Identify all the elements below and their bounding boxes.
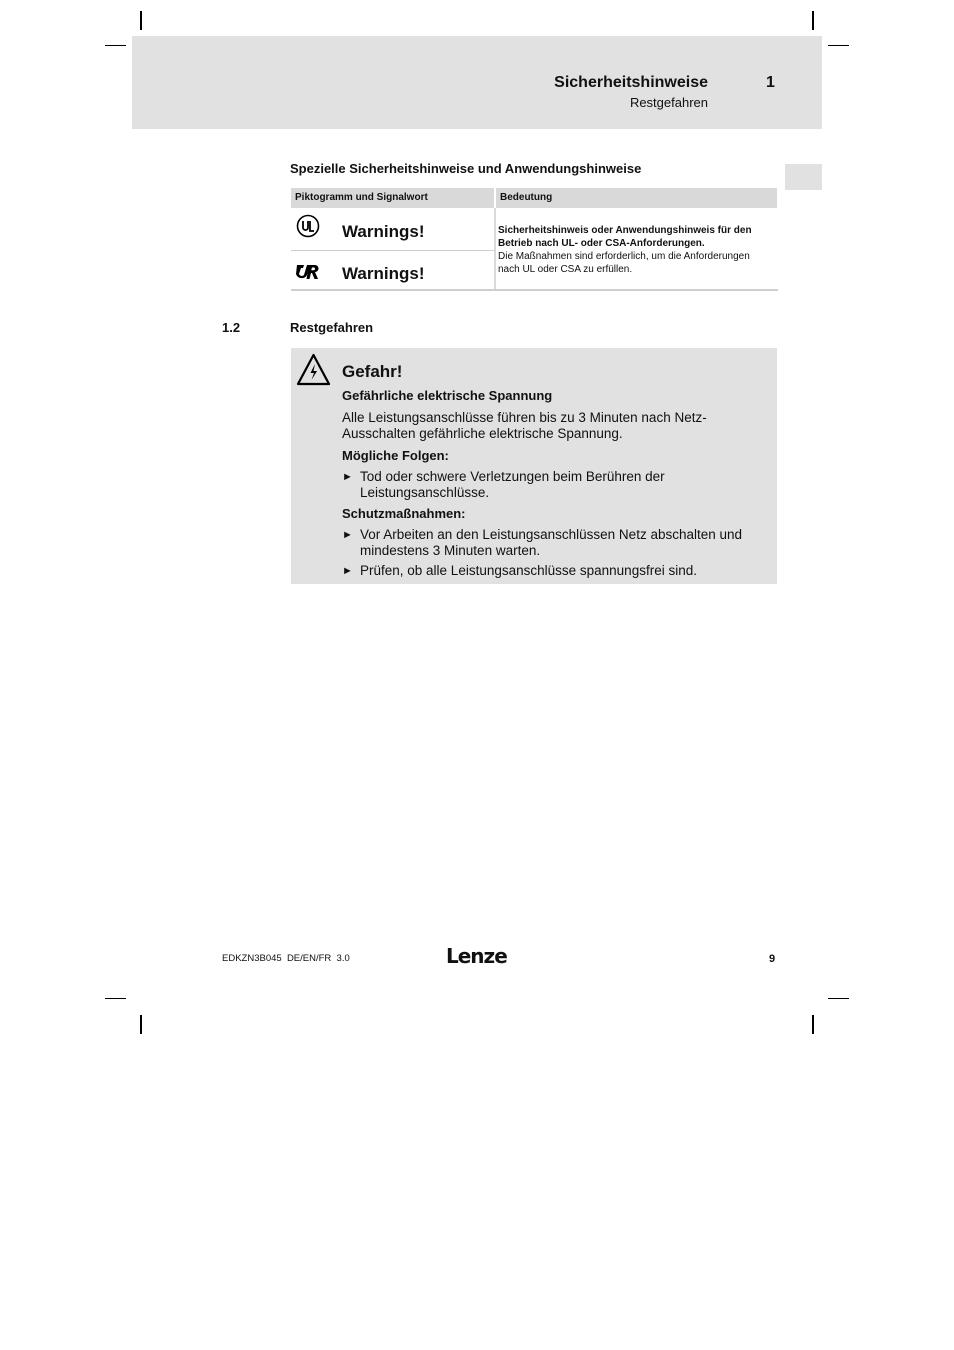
protection-text: Vor Arbeiten an den Leistungsanschlüssen Netz abschalten und mindestens 3 Minuten warten. [360,527,743,558]
table-header-meaning: Bedeutung [496,188,777,208]
high-voltage-warning-icon [296,353,331,386]
crop-mark [828,45,849,46]
chapter-number: 1 [766,74,775,91]
bullet-arrow-icon: ► [342,565,353,577]
document-id: EDKZN3B045 DE/EN/FR 3.0 [222,953,350,964]
protection-heading: Schutzmaßnahmen: [342,506,466,521]
chapter-title: Sicherheitshinweise [554,74,708,91]
table-bottom-rule [291,289,778,291]
protection-text: Prüfen, ob alle Leistungsanschlüsse spannungsfrei sind. [360,563,697,578]
crop-mark [812,11,814,30]
chapter-tab-marker [785,164,822,190]
crop-mark [140,1015,142,1034]
special-notes-heading: Spezielle Sicherheitshinweise und Anwendungshinweise [290,161,642,176]
bullet-arrow-icon: ► [342,529,353,541]
consequence-text: Tod oder schwere Verletzungen beim Berühren der Leistungsanschlüsse. [360,469,665,500]
table-header-pictogram: Piktogramm und Signalwort [291,188,494,208]
meaning-cell [498,224,768,276]
section-number: 1.2 [222,320,241,335]
hazard-description: Alle Leistungsanschlüsse führen bis zu 3 Minuten nach Netz-Ausschalten gefährliche elektrische Spannung. [342,410,707,441]
protection-item [342,527,767,559]
crop-mark [812,1015,814,1034]
ul-listed-icon [296,214,320,238]
crop-mark [105,998,126,999]
header-band [132,36,822,129]
table-row-divider [291,250,494,251]
crop-mark [828,998,849,999]
meaning-bold-text: Sicherheitshinweis oder Anwendungshinweis für den Betrieb nach UL- oder CSA-Anforderungen. [498,225,752,249]
danger-signal-word: Gefahr! [342,362,403,381]
table-column-divider [494,208,496,290]
consequences-heading: Mögliche Folgen: [342,448,449,463]
protection-item [342,563,767,579]
chapter-subtitle: Restgefahren [629,95,708,110]
page-number: 9 [769,953,776,965]
signal-word-ul: Warnings! [342,222,425,241]
section-title: Restgefahren [290,320,374,335]
crop-mark [140,11,142,30]
consequence-item [342,469,767,501]
meaning-text: Die Maßnahmen sind erforderlich, um die Anforderungen nach UL oder CSA zu erfüllen. [498,251,750,275]
hazard-type: Gefährliche elektrische Spannung [342,388,553,403]
bullet-arrow-icon: ► [342,471,353,483]
signal-word-ur: Warnings! [342,264,425,283]
ur-recognized-icon [296,263,320,281]
lenze-logo: Lenze [446,944,507,968]
crop-mark [105,45,126,46]
